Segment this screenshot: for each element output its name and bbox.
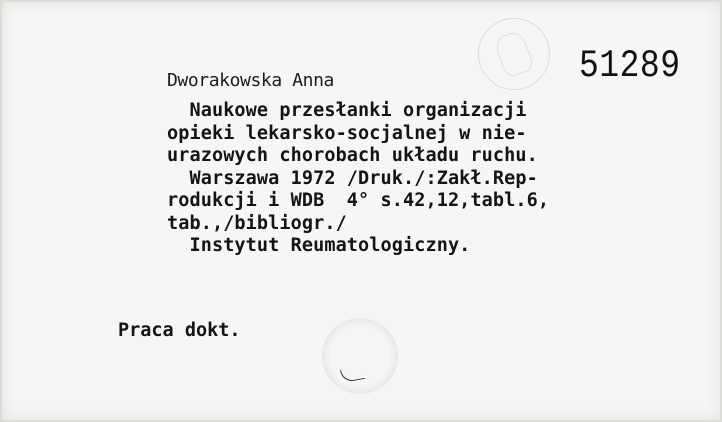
faint-stamp-mark: [478, 18, 550, 90]
entry-line: tab.,/bibliogr./: [167, 212, 347, 234]
entry-line: Warszawa 1972 /Druk./:Zakł.Rep-: [167, 167, 538, 189]
entry-line: rodukcji i WDB 4° s.42,12,tabl.6,: [167, 190, 550, 211]
card-number: 51289: [579, 44, 681, 88]
thesis-note: Praca dokt.: [118, 320, 241, 341]
author-name: Dworakowska Anna: [167, 70, 334, 91]
punch-hole-shadow: [322, 318, 398, 394]
bibliographic-entry: [167, 100, 549, 258]
entry-line: Naukowe przesłanki organizacji: [167, 100, 527, 121]
entry-line: opieki lekarsko-socjalnej w nie-: [167, 122, 527, 144]
entry-line: Instytut Reumatologiczny.: [167, 235, 471, 256]
entry-line: urazowych chorobach układu ruchu.: [167, 145, 538, 166]
